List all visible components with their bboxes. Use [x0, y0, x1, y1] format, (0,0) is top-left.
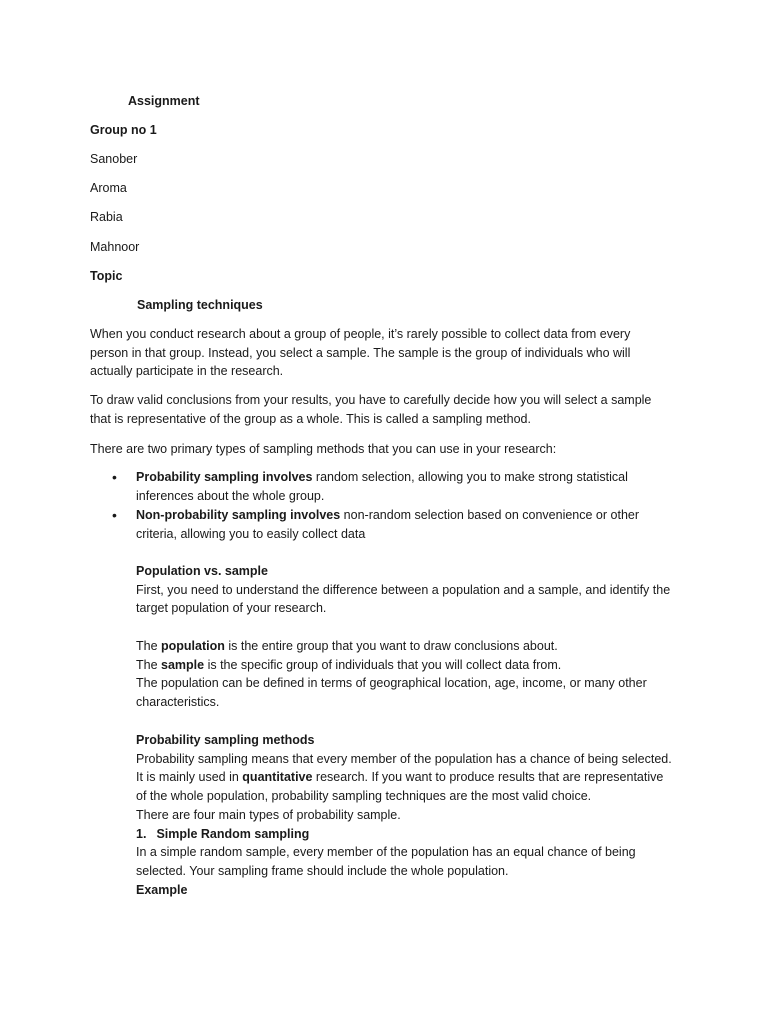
- paragraph-text: research. If you want to produce results that are representative of the whole population, probability sampling techniques are the most valid choice.: [136, 770, 664, 804]
- section-heading: Population vs. sample: [136, 564, 268, 578]
- bullet-dot: •: [112, 507, 117, 523]
- probability-section: [136, 731, 676, 899]
- group-label: Group no 1: [90, 123, 157, 137]
- item-number: 1.: [136, 826, 147, 841]
- definition-term: sample: [161, 657, 205, 672]
- definition-text: is the specific group of individuals that you will collect data from.: [204, 657, 562, 672]
- member-name: Mahnoor: [90, 240, 140, 254]
- bullet-text: random selection, allowing you to make strong statistical inferences about the whole group.: [136, 470, 628, 503]
- section-paragraph: There are four main types of probability sample.: [136, 807, 401, 822]
- bullet-dot: •: [112, 469, 117, 485]
- definition-line: [136, 637, 676, 656]
- section-paragraph: [136, 750, 676, 806]
- bullet-item: [136, 506, 676, 543]
- paragraph-bold: quantitative: [242, 770, 313, 785]
- intro-paragraph: There are two primary types of sampling methods that you can use in your research:: [90, 442, 557, 456]
- numbered-item-title: [136, 825, 676, 844]
- member-name: Rabia: [90, 210, 123, 224]
- member-name: Sanober: [90, 152, 138, 166]
- section-paragraph: The population can be defined in terms of geographical location, age, income, or many other characteristics.: [136, 676, 647, 709]
- topic-label: Topic: [90, 269, 123, 283]
- section-paragraph: In a simple random sample, every member of the population has an equal chance of being selected. Your sampling frame should include the whole population.: [136, 845, 636, 878]
- intro-paragraph: To draw valid conclusions from your results, you have to carefully decide how you will select a sample that is representative of the group as a whole. This is called a sampling method.: [90, 393, 652, 426]
- definition-text: The: [136, 638, 162, 653]
- definition-term: population: [161, 638, 225, 653]
- bullet-bold: Probability sampling involves: [136, 470, 313, 484]
- bullet-text: non-random selection based on convenience or other criteria, allowing you to easily collect data: [136, 508, 640, 541]
- section-paragraph: First, you need to understand the difference between a population and a sample, and identify the target population of your research.: [136, 582, 671, 616]
- section-heading: Probability sampling methods: [136, 733, 315, 747]
- definition-text: The: [136, 657, 162, 672]
- population-section: [136, 562, 676, 712]
- definition-text: is the entire group that you want to draw conclusions about.: [224, 638, 558, 653]
- paragraph-text: Probability sampling means that every member of the population has a chance of being selected. It is mainly used in: [136, 751, 672, 785]
- example-label: Example: [136, 882, 188, 897]
- intro-paragraph: When you conduct research about a group of people, it’s rarely possible to collect data from every person in that group. Instead, you select a sample. The sample is the group of individuals who will actually participate in the research.: [90, 327, 631, 379]
- bullet-bold: Non-probability sampling involves: [136, 508, 341, 522]
- member-name: Aroma: [90, 181, 127, 195]
- topic-title: Sampling techniques: [137, 298, 263, 312]
- item-title: Simple Random sampling: [156, 826, 310, 841]
- definition-line: [136, 656, 676, 675]
- assignment-title: Assignment: [128, 94, 200, 108]
- bullet-item: [136, 468, 676, 505]
